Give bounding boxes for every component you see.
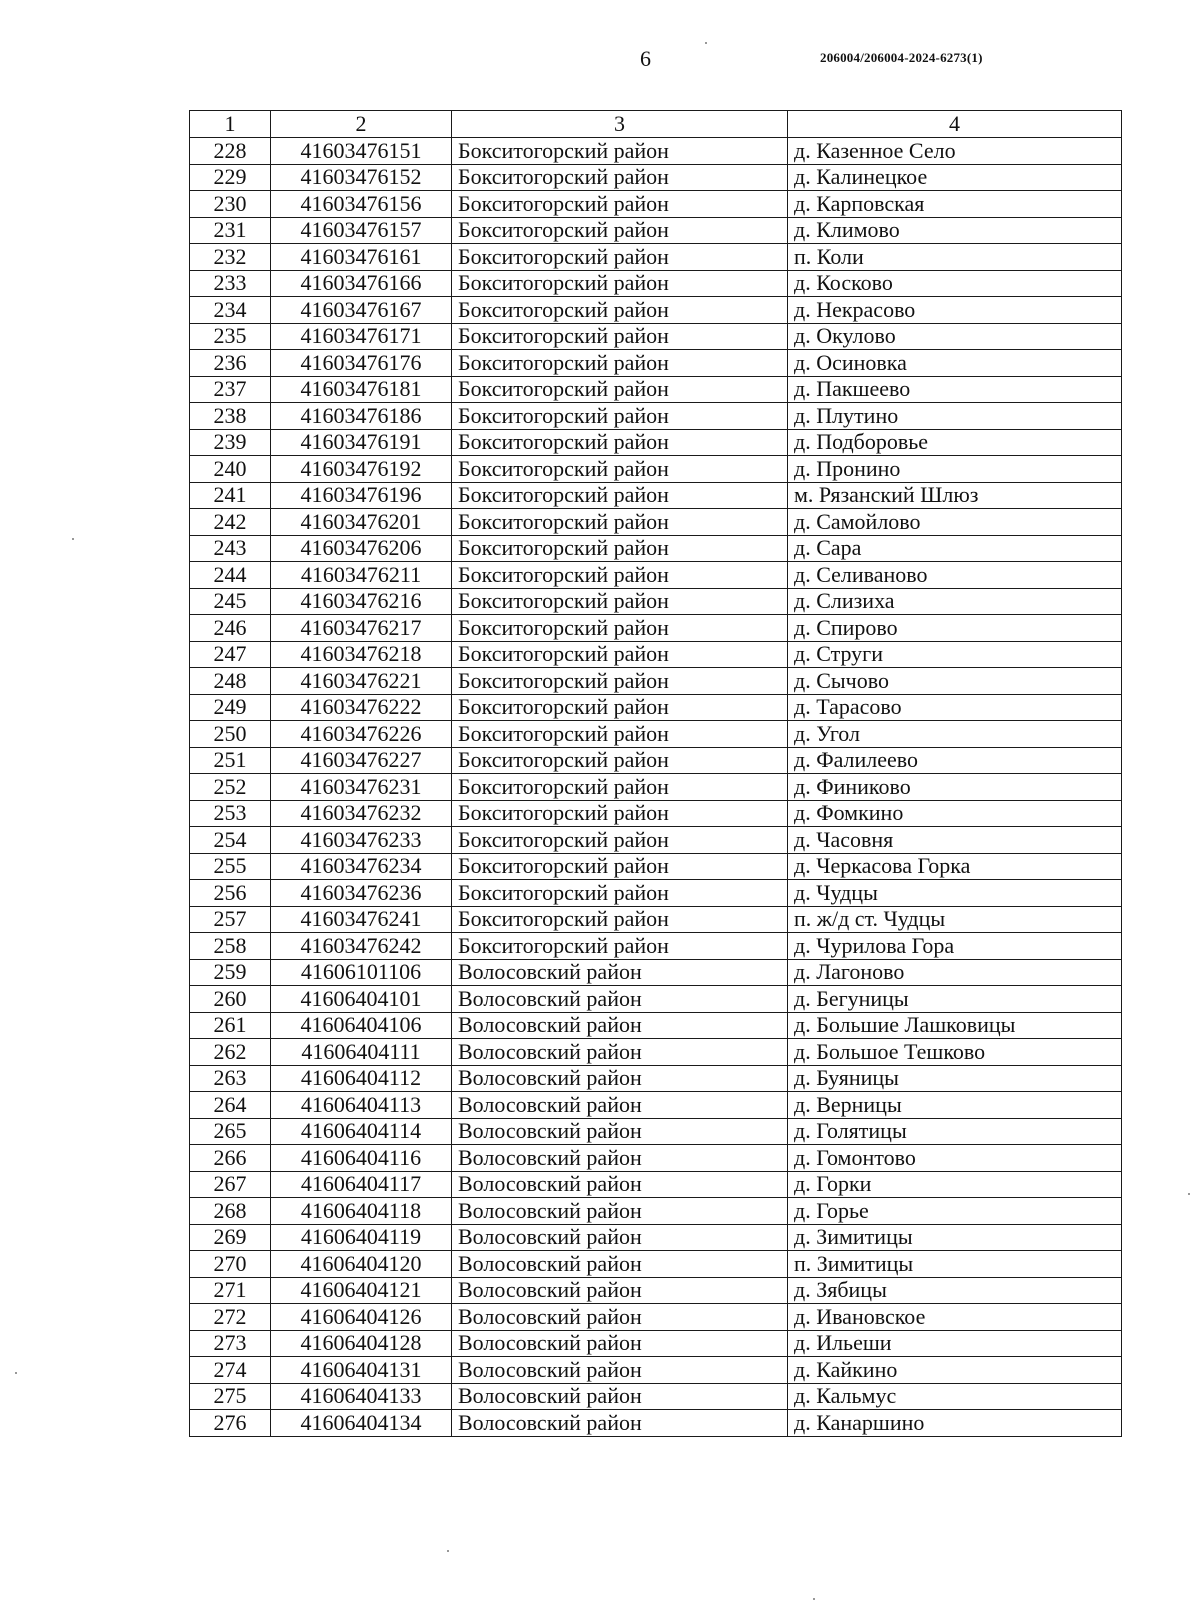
district-cell: Бокситогорский район: [452, 164, 788, 191]
district-cell: Волосовский район: [452, 1277, 788, 1304]
row-number-cell: 275: [190, 1383, 271, 1410]
district-cell: Волосовский район: [452, 1383, 788, 1410]
settlement-cell: д. Кайкино: [788, 1357, 1122, 1384]
row-number-cell: 251: [190, 747, 271, 774]
district-cell: Бокситогорский район: [452, 880, 788, 907]
table-row: [190, 588, 1122, 615]
district-cell: Волосовский район: [452, 1171, 788, 1198]
row-number-cell: 258: [190, 933, 271, 960]
district-cell: Бокситогорский район: [452, 641, 788, 668]
settlement-cell: д. Гомонтово: [788, 1145, 1122, 1172]
code-cell: 41603476156: [271, 191, 452, 218]
code-cell: 41603476181: [271, 376, 452, 403]
district-cell: Бокситогорский район: [452, 588, 788, 615]
settlement-cell: д. Горки: [788, 1171, 1122, 1198]
code-cell: 41603476236: [271, 880, 452, 907]
row-number-cell: 250: [190, 721, 271, 748]
code-cell: 41603476151: [271, 138, 452, 165]
code-cell: 41603476218: [271, 641, 452, 668]
table-row: [190, 1198, 1122, 1225]
row-number-cell: 249: [190, 694, 271, 721]
table-row: [190, 1065, 1122, 1092]
table-row: [190, 1357, 1122, 1384]
table-row: [190, 1224, 1122, 1251]
row-number-cell: 254: [190, 827, 271, 854]
code-cell: 41606404131: [271, 1357, 452, 1384]
district-cell: Волосовский район: [452, 1092, 788, 1119]
settlement-cell: д. Голятицы: [788, 1118, 1122, 1145]
district-cell: Бокситогорский район: [452, 694, 788, 721]
settlement-cell: д. Часовня: [788, 827, 1122, 854]
row-number-cell: 276: [190, 1410, 271, 1437]
settlement-cell: д. Фомкино: [788, 800, 1122, 827]
district-cell: Бокситогорский район: [452, 217, 788, 244]
table-body: [190, 138, 1122, 1437]
settlement-cell: д. Канаршино: [788, 1410, 1122, 1437]
district-cell: Бокситогорский район: [452, 933, 788, 960]
table-row: [190, 1410, 1122, 1437]
settlement-cell: д. Тарасово: [788, 694, 1122, 721]
table-row: [190, 721, 1122, 748]
code-cell: 41603476217: [271, 615, 452, 642]
table-row: [190, 482, 1122, 509]
district-cell: Бокситогорский район: [452, 615, 788, 642]
code-cell: 41603476226: [271, 721, 452, 748]
code-cell: 41603476206: [271, 535, 452, 562]
row-number-cell: 255: [190, 853, 271, 880]
district-cell: Бокситогорский район: [452, 456, 788, 483]
table-row: [190, 986, 1122, 1013]
row-number-cell: 253: [190, 800, 271, 827]
code-cell: 41606404134: [271, 1410, 452, 1437]
code-cell: 41606404111: [271, 1039, 452, 1066]
row-number-cell: 252: [190, 774, 271, 801]
row-number-cell: 268: [190, 1198, 271, 1225]
settlement-cell: д. Чурилова Гора: [788, 933, 1122, 960]
table-row: [190, 138, 1122, 165]
district-cell: Волосовский район: [452, 1330, 788, 1357]
row-number-cell: 264: [190, 1092, 271, 1119]
table-row: [190, 1012, 1122, 1039]
table-row: [190, 800, 1122, 827]
row-number-cell: 232: [190, 244, 271, 271]
row-number-cell: 259: [190, 959, 271, 986]
settlement-cell: п. ж/д ст. Чудцы: [788, 906, 1122, 933]
district-cell: Бокситогорский район: [452, 668, 788, 695]
row-number-cell: 272: [190, 1304, 271, 1331]
table-row: [190, 694, 1122, 721]
settlement-cell: д. Финиково: [788, 774, 1122, 801]
district-cell: Бокситогорский район: [452, 509, 788, 536]
district-cell: Бокситогорский район: [452, 774, 788, 801]
row-number-cell: 229: [190, 164, 271, 191]
settlement-cell: д. Кальмус: [788, 1383, 1122, 1410]
settlements-table: [189, 110, 1122, 1437]
table-row: [190, 244, 1122, 271]
settlement-cell: д. Осиновка: [788, 350, 1122, 377]
code-cell: 41603476234: [271, 853, 452, 880]
code-cell: 41603476232: [271, 800, 452, 827]
district-cell: Бокситогорский район: [452, 429, 788, 456]
settlement-cell: д. Пронино: [788, 456, 1122, 483]
code-cell: 41603476171: [271, 323, 452, 350]
district-cell: Бокситогорский район: [452, 376, 788, 403]
row-number-cell: 271: [190, 1277, 271, 1304]
table-row: [190, 1092, 1122, 1119]
code-cell: 41603476161: [271, 244, 452, 271]
code-cell: 41606404112: [271, 1065, 452, 1092]
code-cell: 41606404121: [271, 1277, 452, 1304]
table-row: [190, 350, 1122, 377]
code-cell: 41603476231: [271, 774, 452, 801]
row-number-cell: 239: [190, 429, 271, 456]
settlement-cell: д. Большое Тешково: [788, 1039, 1122, 1066]
district-cell: Бокситогорский район: [452, 721, 788, 748]
row-number-cell: 261: [190, 1012, 271, 1039]
code-cell: 41603476192: [271, 456, 452, 483]
settlement-cell: д. Ивановское: [788, 1304, 1122, 1331]
settlement-cell: д. Черкасова Горка: [788, 853, 1122, 880]
settlement-cell: д. Окулово: [788, 323, 1122, 350]
table-row: [190, 1118, 1122, 1145]
code-cell: 41603476241: [271, 906, 452, 933]
table-row: [190, 509, 1122, 536]
row-number-cell: 267: [190, 1171, 271, 1198]
table-row: [190, 641, 1122, 668]
district-cell: Бокситогорский район: [452, 244, 788, 271]
settlement-cell: д. Буяницы: [788, 1065, 1122, 1092]
column-header-1: 1: [190, 111, 271, 138]
code-cell: 41606404116: [271, 1145, 452, 1172]
page-number: 6: [640, 46, 651, 71]
code-cell: 41603476167: [271, 297, 452, 324]
district-cell: Волосовский район: [452, 1145, 788, 1172]
settlement-cell: д. Самойлово: [788, 509, 1122, 536]
settlement-cell: д. Сычово: [788, 668, 1122, 695]
table-row: [190, 270, 1122, 297]
district-cell: Волосовский район: [452, 1410, 788, 1437]
code-cell: 41606404126: [271, 1304, 452, 1331]
district-cell: Бокситогорский район: [452, 853, 788, 880]
scan-speck: [813, 1598, 815, 1600]
settlement-cell: д. Селиваново: [788, 562, 1122, 589]
settlement-cell: д. Бегуницы: [788, 986, 1122, 1013]
settlement-cell: д. Спирово: [788, 615, 1122, 642]
district-cell: Волосовский район: [452, 1065, 788, 1092]
settlement-cell: д. Чудцы: [788, 880, 1122, 907]
table-row: [190, 1171, 1122, 1198]
row-number-cell: 244: [190, 562, 271, 589]
code-cell: 41603476222: [271, 694, 452, 721]
district-cell: Бокситогорский район: [452, 482, 788, 509]
district-cell: Волосовский район: [452, 959, 788, 986]
table-row: [190, 1383, 1122, 1410]
row-number-cell: 260: [190, 986, 271, 1013]
row-number-cell: 270: [190, 1251, 271, 1278]
settlement-cell: д. Зябицы: [788, 1277, 1122, 1304]
row-number-cell: 242: [190, 509, 271, 536]
district-cell: Волосовский район: [452, 1198, 788, 1225]
district-cell: Волосовский район: [452, 1012, 788, 1039]
column-header-3: 3: [452, 111, 788, 138]
code-cell: 41606404120: [271, 1251, 452, 1278]
code-cell: 41606404106: [271, 1012, 452, 1039]
settlement-cell: д. Сара: [788, 535, 1122, 562]
settlement-cell: п. Коли: [788, 244, 1122, 271]
row-number-cell: 274: [190, 1357, 271, 1384]
district-cell: Бокситогорский район: [452, 562, 788, 589]
row-number-cell: 236: [190, 350, 271, 377]
scan-speck: [705, 42, 707, 44]
settlement-cell: д. Некрасово: [788, 297, 1122, 324]
row-number-cell: 273: [190, 1330, 271, 1357]
column-header-2: 2: [271, 111, 452, 138]
settlement-cell: п. Зимитицы: [788, 1251, 1122, 1278]
row-number-cell: 240: [190, 456, 271, 483]
code-cell: 41606404133: [271, 1383, 452, 1410]
code-cell: 41603476166: [271, 270, 452, 297]
table-row: [190, 1277, 1122, 1304]
settlement-cell: д. Климово: [788, 217, 1122, 244]
settlement-cell: д. Горье: [788, 1198, 1122, 1225]
district-cell: Волосовский район: [452, 1118, 788, 1145]
scan-speck: [15, 1372, 17, 1374]
settlement-cell: д. Верницы: [788, 1092, 1122, 1119]
table-row: [190, 429, 1122, 456]
row-number-cell: 233: [190, 270, 271, 297]
district-cell: Бокситогорский район: [452, 297, 788, 324]
table-row: [190, 217, 1122, 244]
row-number-cell: 263: [190, 1065, 271, 1092]
table-row: [190, 959, 1122, 986]
table-row: [190, 1304, 1122, 1331]
table-row: [190, 376, 1122, 403]
district-cell: Бокситогорский район: [452, 323, 788, 350]
document-reference: 206004/206004-2024-6273(1): [820, 50, 983, 65]
code-cell: 41603476242: [271, 933, 452, 960]
settlement-cell: д. Косково: [788, 270, 1122, 297]
settlement-cell: д. Подборовье: [788, 429, 1122, 456]
code-cell: 41603476176: [271, 350, 452, 377]
table-header-row: [190, 111, 1122, 138]
table-row: [190, 191, 1122, 218]
table-row: [190, 1145, 1122, 1172]
settlement-cell: д. Угол: [788, 721, 1122, 748]
table-row: [190, 853, 1122, 880]
district-cell: Волосовский район: [452, 1039, 788, 1066]
row-number-cell: 235: [190, 323, 271, 350]
row-number-cell: 269: [190, 1224, 271, 1251]
table-row: [190, 827, 1122, 854]
table-row: [190, 562, 1122, 589]
table-row: [190, 933, 1122, 960]
code-cell: 41603476221: [271, 668, 452, 695]
settlement-cell: д. Струги: [788, 641, 1122, 668]
settlement-cell: д. Лагоново: [788, 959, 1122, 986]
column-header-4: 4: [788, 111, 1122, 138]
district-cell: Бокситогорский район: [452, 191, 788, 218]
settlement-cell: д. Ильеши: [788, 1330, 1122, 1357]
district-cell: Волосовский район: [452, 1304, 788, 1331]
district-cell: Волосовский район: [452, 1357, 788, 1384]
table-row: [190, 747, 1122, 774]
code-cell: 41603476216: [271, 588, 452, 615]
code-cell: 41603476227: [271, 747, 452, 774]
row-number-cell: 262: [190, 1039, 271, 1066]
settlement-cell: д. Казенное Село: [788, 138, 1122, 165]
table-row: [190, 403, 1122, 430]
code-cell: 41606404119: [271, 1224, 452, 1251]
district-cell: Бокситогорский район: [452, 906, 788, 933]
code-cell: 41606404101: [271, 986, 452, 1013]
row-number-cell: 247: [190, 641, 271, 668]
row-number-cell: 238: [190, 403, 271, 430]
table-row: [190, 668, 1122, 695]
code-cell: 41606404117: [271, 1171, 452, 1198]
row-number-cell: 230: [190, 191, 271, 218]
settlement-cell: д. Слизиха: [788, 588, 1122, 615]
district-cell: Бокситогорский район: [452, 827, 788, 854]
row-number-cell: 237: [190, 376, 271, 403]
table-row: [190, 774, 1122, 801]
settlement-cell: м. Рязанский Шлюз: [788, 482, 1122, 509]
row-number-cell: 256: [190, 880, 271, 907]
district-cell: Бокситогорский район: [452, 270, 788, 297]
district-cell: Волосовский район: [452, 1251, 788, 1278]
row-number-cell: 265: [190, 1118, 271, 1145]
row-number-cell: 228: [190, 138, 271, 165]
row-number-cell: 243: [190, 535, 271, 562]
table-row: [190, 323, 1122, 350]
settlement-cell: д. Зимитицы: [788, 1224, 1122, 1251]
row-number-cell: 245: [190, 588, 271, 615]
settlement-cell: д. Калинецкое: [788, 164, 1122, 191]
district-cell: Бокситогорский район: [452, 535, 788, 562]
district-cell: Бокситогорский район: [452, 800, 788, 827]
code-cell: 41603476211: [271, 562, 452, 589]
settlement-cell: д. Плутино: [788, 403, 1122, 430]
district-cell: Волосовский район: [452, 1224, 788, 1251]
settlement-cell: д. Большие Лашковицы: [788, 1012, 1122, 1039]
row-number-cell: 266: [190, 1145, 271, 1172]
table-row: [190, 906, 1122, 933]
table-row: [190, 297, 1122, 324]
settlement-cell: д. Карповская: [788, 191, 1122, 218]
district-cell: Бокситогорский район: [452, 747, 788, 774]
row-number-cell: 248: [190, 668, 271, 695]
code-cell: 41606404118: [271, 1198, 452, 1225]
table-row: [190, 615, 1122, 642]
row-number-cell: 234: [190, 297, 271, 324]
row-number-cell: 246: [190, 615, 271, 642]
code-cell: 41606404128: [271, 1330, 452, 1357]
code-cell: 41603476233: [271, 827, 452, 854]
settlement-cell: д. Пакшеево: [788, 376, 1122, 403]
code-cell: 41603476157: [271, 217, 452, 244]
scan-speck: [72, 538, 74, 540]
code-cell: 41606404114: [271, 1118, 452, 1145]
code-cell: 41606101106: [271, 959, 452, 986]
table-row: [190, 1039, 1122, 1066]
table-row: [190, 880, 1122, 907]
code-cell: 41603476196: [271, 482, 452, 509]
table-row: [190, 456, 1122, 483]
district-cell: Бокситогорский район: [452, 138, 788, 165]
code-cell: 41603476191: [271, 429, 452, 456]
code-cell: 41603476201: [271, 509, 452, 536]
row-number-cell: 231: [190, 217, 271, 244]
code-cell: 41603476186: [271, 403, 452, 430]
row-number-cell: 257: [190, 906, 271, 933]
scan-speck: [447, 1550, 449, 1552]
district-cell: Бокситогорский район: [452, 403, 788, 430]
code-cell: 41606404113: [271, 1092, 452, 1119]
scan-speck: [1188, 1193, 1190, 1195]
district-cell: Волосовский район: [452, 986, 788, 1013]
settlement-cell: д. Фалилеево: [788, 747, 1122, 774]
code-cell: 41603476152: [271, 164, 452, 191]
table-row: [190, 1330, 1122, 1357]
district-cell: Бокситогорский район: [452, 350, 788, 377]
table-row: [190, 535, 1122, 562]
table-row: [190, 164, 1122, 191]
table-row: [190, 1251, 1122, 1278]
row-number-cell: 241: [190, 482, 271, 509]
